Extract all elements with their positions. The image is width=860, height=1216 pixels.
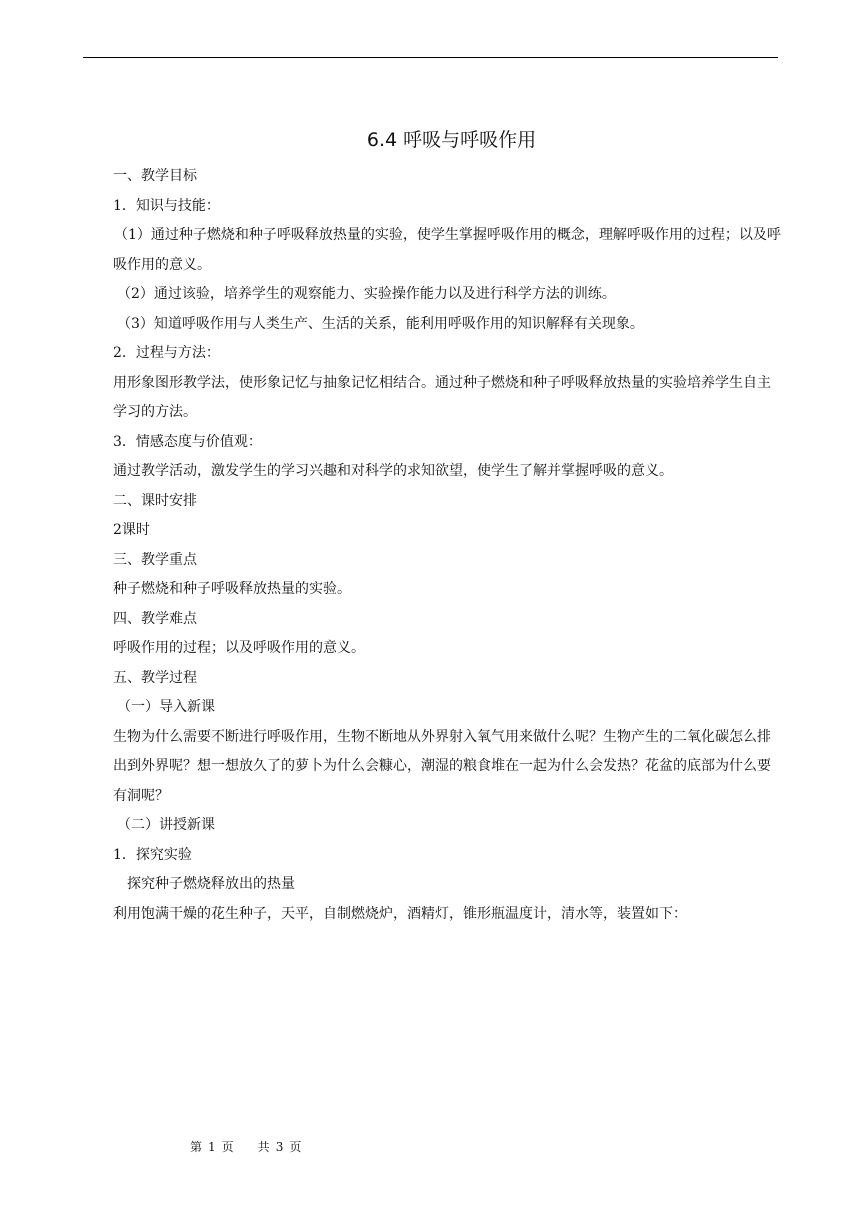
paragraph-attitude: 通过教学活动，激发学生的学习兴趣和对科学的求知欲望，使学生了解并掌握呼吸的意义。: [113, 463, 673, 479]
paragraph-key-points: 种子燃烧和种子呼吸释放热量的实验。: [113, 581, 351, 597]
experiment-title: 探究种子燃烧释放出的热量: [127, 876, 295, 892]
subheading-intro: （一）导入新课: [117, 699, 215, 715]
section-heading-objectives: 一、教学目标: [113, 168, 197, 184]
subheading-new-lesson: （二）讲授新课: [117, 817, 215, 833]
section-heading-difficulties: 四、教学难点: [113, 610, 197, 627]
page-suffix: 页: [221, 1140, 234, 1154]
total-prefix: 共: [257, 1140, 270, 1154]
section-heading-procedure: 五、教学过程: [113, 669, 197, 686]
subheading-process: 2．过程与方法：: [113, 345, 220, 361]
paragraph-process: 用形象图形教学法，使形象记忆与抽象记忆相结合。通过种子燃烧和种子呼吸释放热量的实验培养学生自主学习的方法。: [113, 374, 771, 420]
page-number: 1: [208, 1140, 216, 1154]
subheading-attitude: 3．情感态度与价值观：: [113, 433, 262, 450]
document-body: [113, 162, 781, 929]
objective-item-1: （1）通过种子燃烧和种子呼吸释放热量的实验，使学生掌握呼吸作用的概念，理解呼吸作用的过程；以及呼吸作用的意义。: [113, 227, 781, 273]
paragraph-intro: 生物为什么需要不断进行呼吸作用，生物不断地从外界射入氧气用来做什么呢？生物产生的二氧化碳怎么排出到外界呢？想一想放久了的萝卜为什么会糠心，潮湿的粮食堆在一起为什么会发热？花盆的底部为什么要有洞呢？: [113, 728, 771, 804]
total-suffix: 页: [289, 1140, 302, 1154]
paragraph-materials: 利用饱满干燥的花生种子，天平，自制燃烧炉，酒精灯，锥形瓶温度计，清水等，装置如下：: [113, 905, 687, 922]
page-footer: [190, 1138, 301, 1155]
document-title: 6.4 呼吸与呼吸作用: [366, 129, 537, 151]
subheading-experiment: 1．探究实验: [113, 846, 192, 863]
objective-item-3: （3）知道呼吸作用与人类生产、生活的关系，能利用呼吸作用的知识解释有关现象。: [117, 315, 644, 332]
subheading-knowledge: 1．知识与技能：: [113, 197, 220, 214]
total-pages: 3: [275, 1140, 284, 1154]
page-prefix: 第: [190, 1140, 203, 1154]
objective-item-2: （2）通过该验，培养学生的观察能力、实验操作能力以及进行科学方法的训练。: [117, 286, 616, 302]
paragraph-schedule: 2课时: [113, 522, 150, 538]
section-heading-schedule: 二、课时安排: [113, 492, 197, 509]
header-rule: [83, 57, 778, 58]
paragraph-difficulties: 呼吸作用的过程；以及呼吸作用的意义。: [113, 640, 365, 656]
section-heading-key-points: 三、教学重点: [113, 551, 197, 568]
